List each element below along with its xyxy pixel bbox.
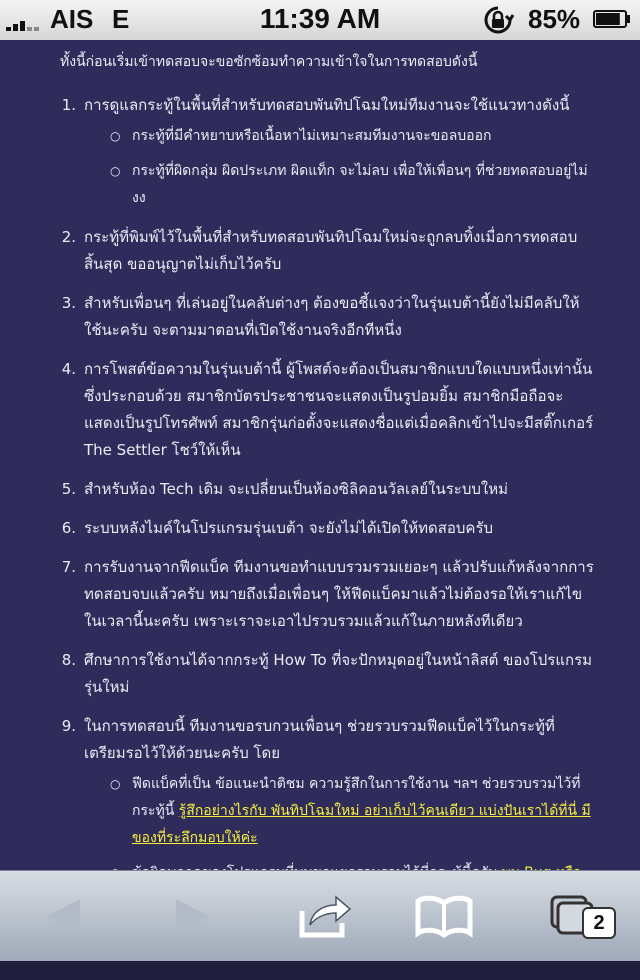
- item-text: สำหรับเพื่อนๆ ที่เล่นอยู่ในคลับต่างๆ ต้องขอชี้แจงว่าในรุ่นเบต้านี้ยังไม่มีคลับให้ใช้นะครับ จะตามมาตอนที่เปิดใช้งานจริงอีกทีหนึ่ง: [84, 294, 580, 339]
- list-item: [54, 356, 594, 464]
- item-number: 4.: [61, 360, 76, 378]
- item-text: กระทู้ที่พิมพ์ไว้ในพื้นที่สำหรับทดสอบพันทิปโฉมใหม่จะถูกลบทิ้งเมื่อการทดสอบสิ้นสุด ขออนุญาตไม่เก็บไว้ครับ: [84, 228, 578, 273]
- page-content[interactable]: [0, 40, 640, 870]
- share-button[interactable]: [284, 889, 364, 945]
- list-item: [54, 290, 594, 344]
- bookmarks-button[interactable]: [404, 889, 484, 945]
- item-text: ระบบหลังไมค์ในโปรแกรมรุ่นเบต้า จะยังไม่ได้เปิดให้ทดสอบครับ: [84, 519, 494, 537]
- list-item: [54, 647, 594, 701]
- item-number: 6.: [61, 519, 76, 537]
- item-text: การรับงานจากฟีดแบ็ค ทีมงานขอทำแบบรวมรวมเยอะๆ แล้วปรับแก้หลังจากการทดสอบจบแล้วครับ หมายถึงเมื่อเพื่อนๆ ให้ฟีดแบ็คมาแล้วไม่ต้องรอให้เราแก้ไขในเวลานี้นะครับ เพราะเราจะเอาไปรวบรวมแล้วแก้ในภายหลังทีเดียว: [84, 558, 594, 630]
- sub-list: [84, 123, 594, 212]
- item-number: 7.: [61, 558, 76, 576]
- sub-item-text: กระทู้ที่มีคำหยาบหรือเนื้อหาไม่เหมาะสมทีมงานจะขอลบออก: [132, 128, 492, 144]
- orientation-lock-icon: [482, 5, 514, 35]
- intro-text: ทั้งนี้ก่อนเริ่มเข้าทดสอบจะขอซักซ้อมทำความเข้าใจในการทดสอบดังนี้: [60, 54, 478, 70]
- sub-list-item: [110, 158, 594, 212]
- back-icon: [24, 889, 104, 945]
- back-button[interactable]: [24, 889, 104, 945]
- bullet-icon: ○: [110, 129, 121, 143]
- feedback-thread-link[interactable]: รู้สึกอย่างไรกับ พันทิปโฉมใหม่ อย่าเก็บไว้คนเดียว แบ่งปันเราได้ที่นี่ มีของที่ระลึกมอบให้ค่ะ: [132, 803, 591, 846]
- network-type: E: [112, 4, 130, 34]
- bullet-icon: ○: [110, 164, 121, 178]
- forward-icon: [152, 889, 232, 945]
- battery-percent: 85%: [528, 4, 581, 34]
- item-number: 9.: [61, 717, 76, 735]
- rules-list: [54, 92, 594, 980]
- bullet-icon: ○: [110, 777, 121, 791]
- browser-toolbar: [0, 870, 640, 961]
- share-icon: [284, 889, 364, 945]
- carrier-name: AIS: [50, 4, 94, 34]
- item-number: 1.: [61, 96, 76, 114]
- item-number: 3.: [61, 294, 76, 312]
- sub-list-item: [110, 123, 594, 150]
- list-item: [54, 515, 594, 542]
- battery-icon: [593, 10, 631, 28]
- list-item: [54, 92, 594, 212]
- forward-button[interactable]: [152, 889, 232, 945]
- item-number: 2.: [61, 228, 76, 246]
- sub-list-item: [110, 771, 594, 852]
- list-item: [54, 476, 594, 503]
- item-text: สำหรับห้อง Tech เดิม จะเปลี่ยนเป็นห้องซิลิคอนวัลเลย์ในระบบใหม่: [84, 480, 508, 498]
- list-item: [54, 224, 594, 278]
- tabs-button[interactable]: [536, 889, 616, 945]
- clock: 11:39 AM: [259, 3, 381, 34]
- item-text: ศึกษาการใช้งานได้จากกระทู้ How To ที่จะปักหมุดอยู่ในหน้าลิสต์ ของโปรแกรมรุ่นใหม่: [84, 651, 593, 696]
- list-item: [54, 554, 594, 635]
- item-text: ในการทดสอบนี้ ทีมงานขอรบกวนเพื่อนๆ ช่วยรวบรวมฟีดแบ็คไว้ในกระทู้ที่เตรียมรอไว้ให้ด้วยนะครับ โดย: [84, 717, 555, 762]
- item-text: การดูแลกระทู้ในพื้นที่สำหรับทดสอบพันทิปโฉมใหม่ทีมงานจะใช้แนวทางดังนี้: [84, 96, 570, 114]
- item-number: 8.: [61, 651, 76, 669]
- bookmarks-icon: [404, 889, 484, 945]
- tabs-count-badge: 2: [582, 907, 616, 939]
- item-text: การโพสต์ข้อความในรุ่นเบต้านี้ ผู้โพสต์จะต้องเป็นสมาชิกแบบใดแบบหนึ่งเท่านั้น ซึ่งประกอบด้วย สมาชิกบัตรประชาชนจะแสดงเป็นรูปอมยิ้ม สมาชิกมือถือจะแสดงเป็นรูปโทรศัพท์ สมาชิกรุ่นก่อตั้งจะแสดงชื่อแต่เมื่อคลิกเข้าไปจะมีสติ๊กเกอร์ The Settler โชว์ให้เห็น: [84, 360, 594, 459]
- status-bar: [0, 0, 640, 40]
- sub-item-text: ฟีดแบ็คที่เป็น ข้อแนะนำติชม ความรู้สึกในการใช้งาน ฯลฯ ช่วยรวบรวมไว้ที่กระทู้นี้: [132, 776, 581, 819]
- item-number: 5.: [61, 480, 76, 498]
- sub-item-text: กระทู้ที่ผิดกลุ่ม ผิดประเภท ผิดแท็ก จะไม่ลบ เพื่อให้เพื่อนๆ ที่ช่วยทดสอบอยู่ไม่งง: [132, 163, 588, 206]
